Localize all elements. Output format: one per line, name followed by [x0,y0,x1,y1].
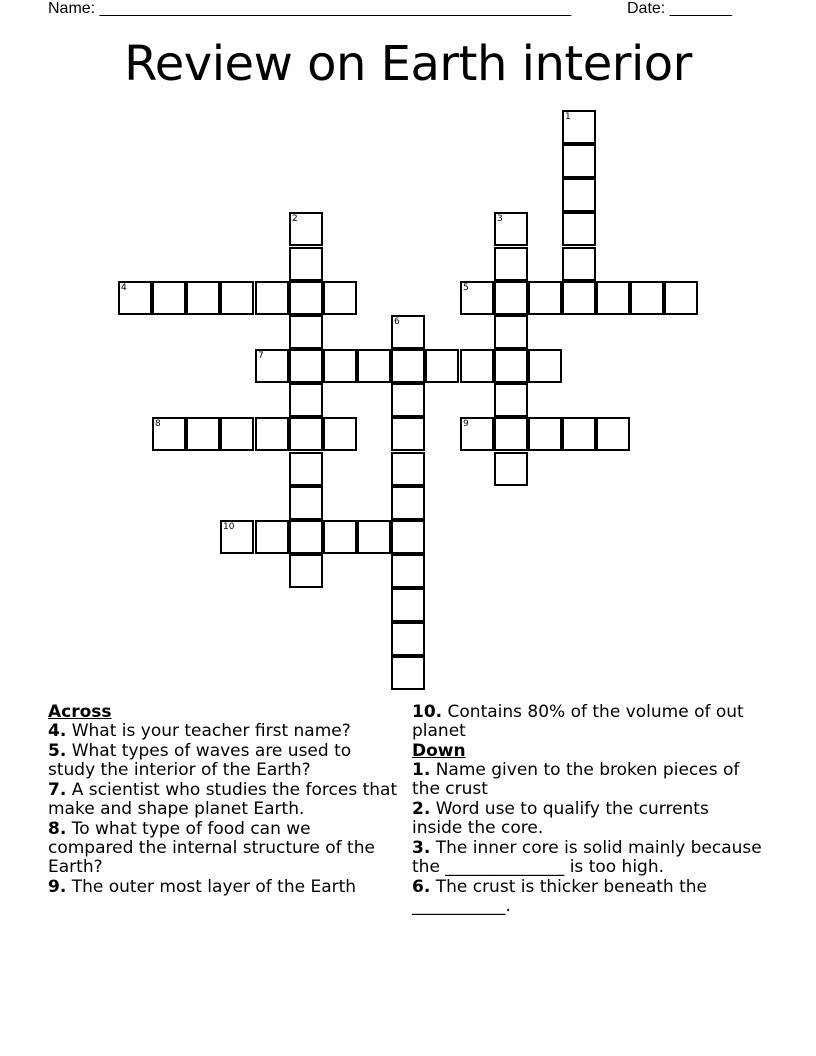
grid-cell[interactable] [494,383,528,417]
grid-cell[interactable] [391,622,425,656]
grid-cell[interactable] [220,417,254,451]
grid-cell[interactable] [391,383,425,417]
date-field[interactable] [627,0,732,18]
grid-cell[interactable] [494,315,528,349]
grid-cell[interactable] [494,212,528,246]
across-heading: Across [48,702,112,722]
clue-across-4: 4. What is your teacher first name? [48,721,351,741]
grid-cell[interactable] [391,452,425,486]
grid-cell[interactable] [220,281,254,315]
clue-number-label: 3 [497,214,503,224]
clue-number-label: 2 [292,214,298,224]
grid-cell[interactable] [391,588,425,622]
grid-cell[interactable] [323,281,357,315]
grid-cell[interactable] [220,520,254,554]
grid-cell[interactable] [391,520,425,554]
grid-cell[interactable] [596,281,630,315]
grid-cell[interactable] [255,520,289,554]
grid-cell[interactable] [630,281,664,315]
grid-cell[interactable] [391,656,425,690]
grid-cell[interactable] [562,144,596,178]
grid-cell[interactable] [391,349,425,383]
clue-across-5: 5. What types of waves are used to study the interior of the Earth? [48,741,352,780]
grid-cell[interactable] [255,281,289,315]
grid-cell[interactable] [255,417,289,451]
grid-cell[interactable] [289,247,323,281]
grid-cell[interactable] [562,110,596,144]
clues-right-column [412,703,764,917]
name-label: Name: [48,0,96,17]
grid-cell[interactable] [425,349,459,383]
grid-cell[interactable] [289,212,323,246]
grid-cell[interactable] [323,520,357,554]
clues-left-column [48,703,400,898]
grid-cell[interactable] [528,349,562,383]
grid-cell[interactable] [562,417,596,451]
clue-across-10: 10. Contains 80% of the volume of out planet [412,702,744,741]
page-title: Review on Earth interior [124,36,692,92]
grid-cell[interactable] [391,417,425,451]
grid-cell[interactable] [118,281,152,315]
clue-down-2: 2. Word use to qualify the currents inside the core. [412,799,709,838]
grid-cell[interactable] [289,520,323,554]
grid-cell[interactable] [391,486,425,520]
grid-cell[interactable] [494,349,528,383]
grid-cell[interactable] [391,315,425,349]
grid-cell[interactable] [596,417,630,451]
date-label: Date: [627,0,666,17]
date-blank[interactable]: _______ [669,0,732,17]
grid-cell[interactable] [562,247,596,281]
clue-down-1: 1. Name given to the broken pieces of the crust [412,760,740,799]
grid-cell[interactable] [289,281,323,315]
grid-cell[interactable] [289,417,323,451]
clue-down-3: 3. The inner core is solid mainly because the ______________ is too high. [412,838,762,877]
grid-cell[interactable] [152,417,186,451]
clue-number-label: 9 [463,419,469,429]
clue-number-label: 7 [258,351,264,361]
clue-number-label: 6 [394,317,400,327]
clue-across-8: 8. To what type of food can we compared the internal structure of the Earth? [48,819,375,877]
clue-number-label: 4 [121,283,127,293]
grid-cell[interactable] [664,281,698,315]
grid-cell[interactable] [255,349,289,383]
grid-cell[interactable] [186,417,220,451]
grid-cell[interactable] [289,383,323,417]
grid-cell[interactable] [528,417,562,451]
name-blank[interactable]: _____________________________________________________ [99,0,572,17]
clue-number-label: 1 [565,112,571,122]
grid-cell[interactable] [494,417,528,451]
grid-cell[interactable] [289,349,323,383]
name-field[interactable] [48,0,571,18]
grid-cell[interactable] [460,349,494,383]
grid-cell[interactable] [323,417,357,451]
grid-cell[interactable] [357,520,391,554]
clue-number-label: 10 [223,522,235,532]
clue-down-6: 6. The crust is thicker beneath the ___________. [412,877,707,916]
down-heading: Down [412,741,466,761]
grid-cell[interactable] [460,417,494,451]
grid-cell[interactable] [289,452,323,486]
clue-across-9: 9. The outer most layer of the Earth [48,877,357,897]
grid-cell[interactable] [323,349,357,383]
grid-cell[interactable] [494,281,528,315]
grid-cell[interactable] [562,212,596,246]
grid-cell[interactable] [391,554,425,588]
grid-cell[interactable] [289,554,323,588]
grid-cell[interactable] [562,178,596,212]
grid-cell[interactable] [289,315,323,349]
grid-cell[interactable] [152,281,186,315]
clue-number-label: 8 [155,419,161,429]
clue-number-label: 5 [463,283,469,293]
clue-across-7: 7. A scientist who studies the forces that make and shape planet Earth. [48,780,398,819]
grid-cell[interactable] [528,281,562,315]
grid-cell[interactable] [460,281,494,315]
grid-cell[interactable] [494,247,528,281]
grid-cell[interactable] [562,281,596,315]
grid-cell[interactable] [357,349,391,383]
grid-cell[interactable] [186,281,220,315]
grid-cell[interactable] [289,486,323,520]
grid-cell[interactable] [494,452,528,486]
